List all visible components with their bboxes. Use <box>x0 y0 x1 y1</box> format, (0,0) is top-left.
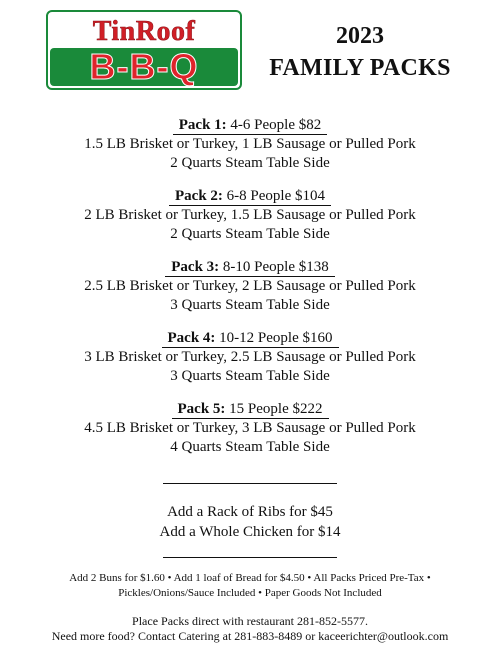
addons <box>0 502 500 542</box>
pack-4-side: 3 Quarts Steam Table Side <box>170 368 330 384</box>
pack-2-heading <box>169 187 331 206</box>
fine-print <box>20 571 480 601</box>
logo-line-bbq: B-B-Q <box>89 46 199 87</box>
pack-1 <box>0 116 500 173</box>
pack-5 <box>0 400 500 457</box>
logo-line-tinroof: TinRoof <box>92 16 196 47</box>
fine-print-line-1: Add 2 Buns for $1.60 • Add 1 loaf of Bread for $4.50 • All Packs Priced Pre-Tax • <box>69 572 431 584</box>
pack-1-heading <box>173 116 328 135</box>
contact-catering: Need more food? Contact Catering at 281-883-8489 or kaceerichter@outlook.com <box>51 629 449 643</box>
pack-2-side: 2 Quarts Steam Table Side <box>170 226 330 242</box>
pack-3-detail: 8-10 People $138 <box>219 259 329 275</box>
title-year: 2023 <box>336 23 384 49</box>
pack-2-detail: 6-8 People $104 <box>222 188 325 204</box>
pack-3-heading <box>165 258 335 277</box>
contact-info <box>0 614 500 644</box>
pack-4 <box>0 329 500 386</box>
pack-5-name: Pack 5: <box>177 401 226 417</box>
pack-5-detail: 15 People $222 <box>225 401 323 417</box>
pack-1-name: Pack 1: <box>178 117 227 133</box>
divider-bottom <box>163 557 337 558</box>
addon-ribs: Add a Rack of Ribs for $45 <box>167 504 333 520</box>
tinroof-bbq-logo <box>46 10 242 90</box>
pack-3 <box>0 258 500 315</box>
divider-top <box>163 483 337 484</box>
page-title: FAMILY PACKS <box>269 55 451 81</box>
pack-5-meat: 4.5 LB Brisket or Turkey, 3 LB Sausage or Pulled Pork <box>84 420 416 436</box>
pack-1-detail: 4-6 People $82 <box>226 117 322 133</box>
pack-5-side: 4 Quarts Steam Table Side <box>170 439 330 455</box>
pack-3-meat: 2.5 LB Brisket or Turkey, 2 LB Sausage or Pulled Pork <box>84 278 416 294</box>
pack-2-meat: 2 LB Brisket or Turkey, 1.5 LB Sausage or Pulled Pork <box>84 207 416 223</box>
contact-restaurant: Place Packs direct with restaurant 281-852-5577. <box>132 614 368 628</box>
pack-1-meat: 1.5 LB Brisket or Turkey, 1 LB Sausage or Pulled Pork <box>84 136 416 152</box>
pack-4-meat: 3 LB Brisket or Turkey, 2.5 LB Sausage or Pulled Pork <box>84 349 416 365</box>
pack-2-name: Pack 2: <box>175 188 223 204</box>
pack-1-side: 2 Quarts Steam Table Side <box>170 155 330 171</box>
pack-2 <box>0 187 500 244</box>
pack-3-name: Pack 3: <box>171 259 220 275</box>
pack-3-side: 3 Quarts Steam Table Side <box>170 297 330 313</box>
pack-5-heading <box>172 400 329 419</box>
pack-4-name: Pack 4: <box>167 330 216 346</box>
pack-4-heading <box>162 329 339 348</box>
pack-list <box>0 116 500 471</box>
pack-4-detail: 10-12 People $160 <box>215 330 333 346</box>
fine-print-line-2: Pickles/Onions/Sauce Included • Paper Goods Not Included <box>118 587 382 599</box>
addon-chicken: Add a Whole Chicken for $14 <box>159 524 341 540</box>
